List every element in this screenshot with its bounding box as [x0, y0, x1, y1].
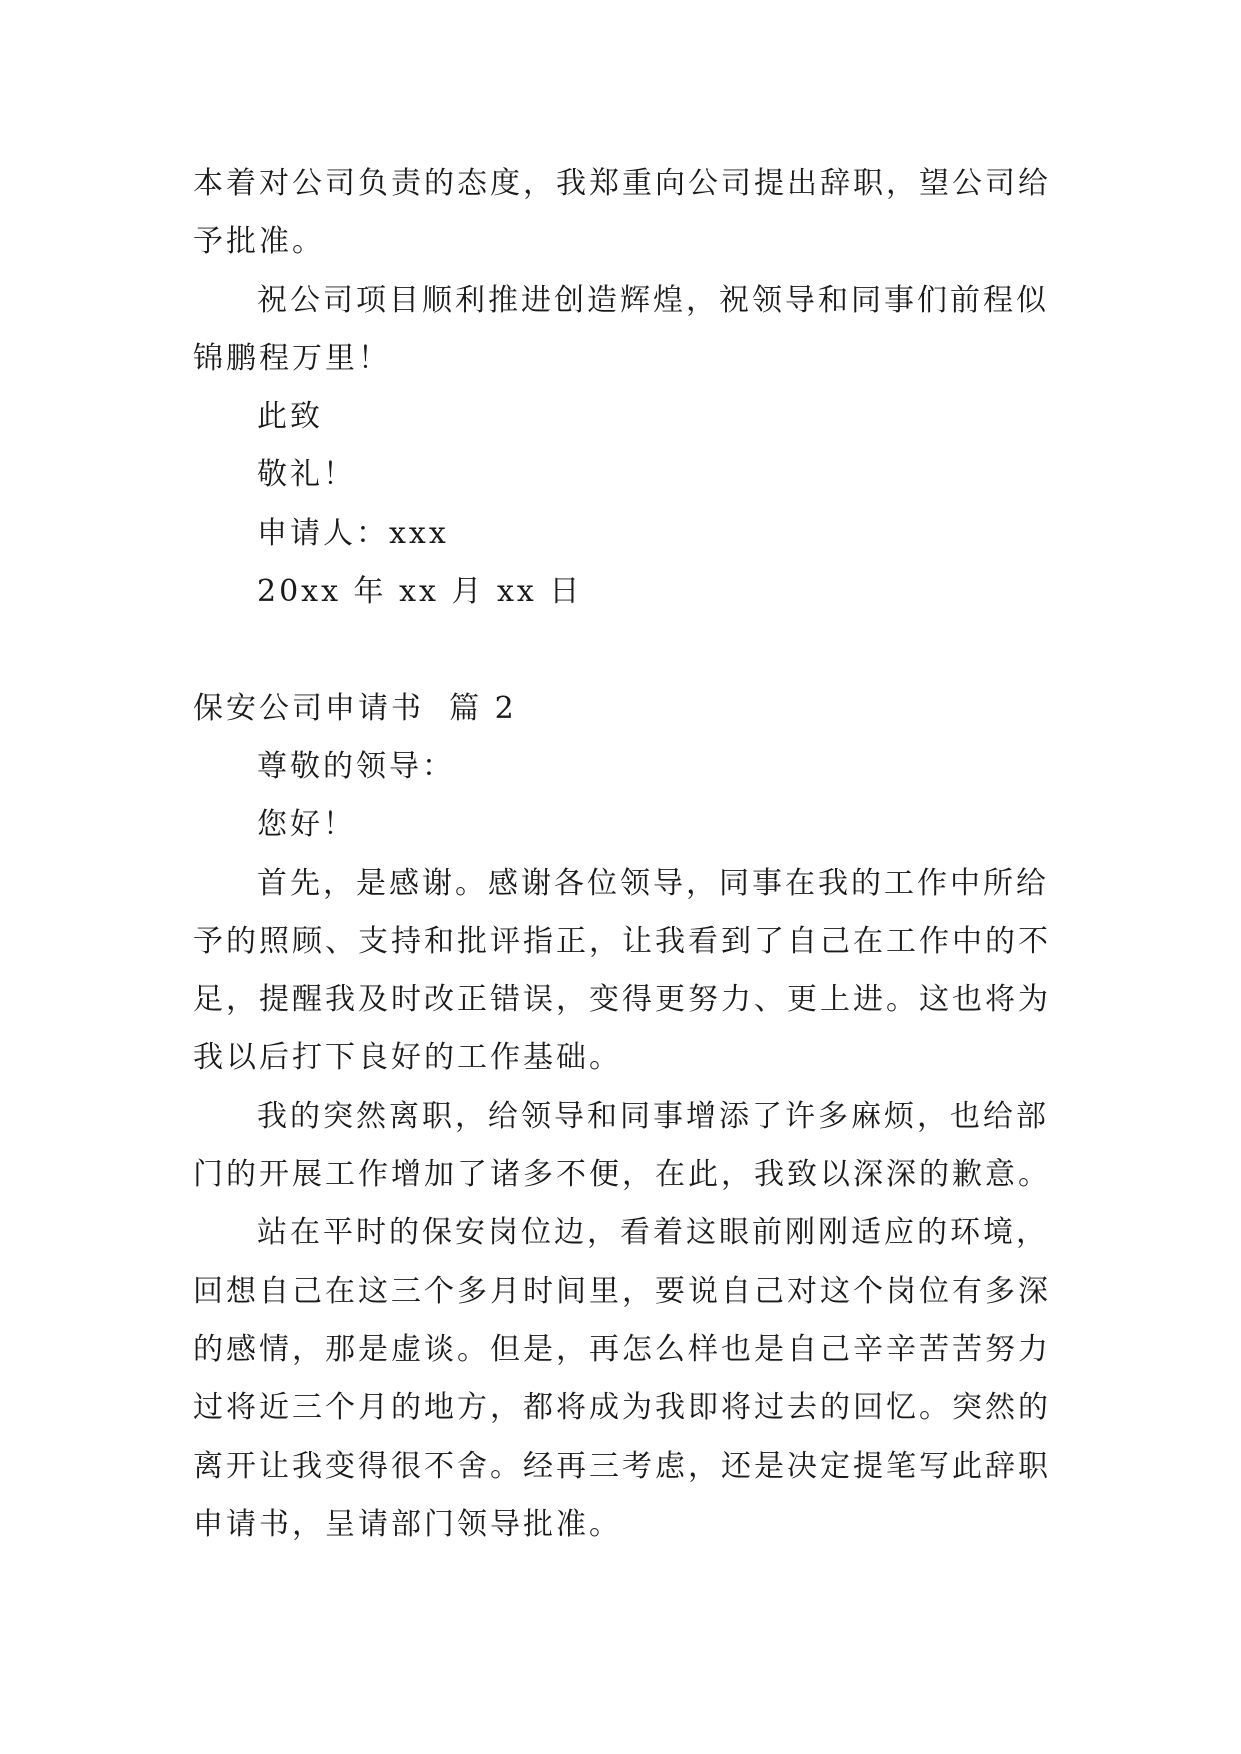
text-line: 本着对公司负责的态度，我郑重向公司提出辞职，望公司给	[193, 166, 1051, 201]
section2-paragraph1	[193, 855, 1055, 1088]
applicant-line: 申请人：xxx	[257, 515, 449, 551]
closing-line-2: 敬礼！	[257, 457, 356, 493]
salutation: 尊敬的领导：	[257, 748, 455, 784]
text-line: 站在平时的保安岗位边，看着这眼前刚刚适应的环境，	[257, 1215, 1049, 1251]
text-line: 过将近三个月的地方，都将成为我即将过去的回忆。突然的	[193, 1390, 1051, 1426]
section2-paragraph3	[193, 1204, 1055, 1554]
section1-paragraph2	[193, 272, 1055, 389]
section-spacer	[193, 621, 1055, 679]
text-line: 足，提醒我及时改正错误，变得更努力、更上进。这也将为	[193, 982, 1051, 1018]
text-line: 首先，是感谢。感谢各位领导，同事在我的工作中所给	[257, 865, 1049, 901]
text-line: 的感情，那是虚谈。但是，再怎么样也是自己辛辛苦苦努力	[193, 1331, 1051, 1367]
closing-line-1: 此致	[257, 399, 323, 435]
text-line: 门的开展工作增加了诸多不便，在此，我致以深深的歉意。	[193, 1157, 1051, 1193]
greeting: 您好！	[257, 807, 356, 843]
text-line: 予批准。	[193, 224, 325, 260]
section2-paragraph2	[193, 1088, 1055, 1205]
section1-paragraph1	[193, 155, 1055, 272]
text-line: 申请书，呈请部门领导批准。	[193, 1506, 622, 1542]
text-line: 我以后打下良好的工作基础。	[193, 1040, 622, 1076]
date-line: 20xx 年 xx 月 xx 日	[257, 574, 583, 610]
document-page	[193, 155, 1055, 1554]
text-line: 离开让我变得很不舍。经再三考虑，还是决定提笔写此辞职	[193, 1448, 1051, 1484]
text-line: 回想自己在这三个多月时间里，要说自己对这个岗位有多深	[193, 1273, 1051, 1309]
text-line: 我的突然离职，给领导和同事增添了许多麻烦，也给部	[257, 1098, 1049, 1134]
text-line: 锦鹏程万里！	[193, 340, 391, 376]
text-line: 予的照顾、支持和批评指正，让我看到了自己在工作中的不	[193, 923, 1051, 959]
text-line: 祝公司项目顺利推进创造辉煌，祝领导和同事们前程似	[257, 282, 1049, 318]
section-heading: 保安公司申请书 篇 2	[193, 690, 517, 726]
